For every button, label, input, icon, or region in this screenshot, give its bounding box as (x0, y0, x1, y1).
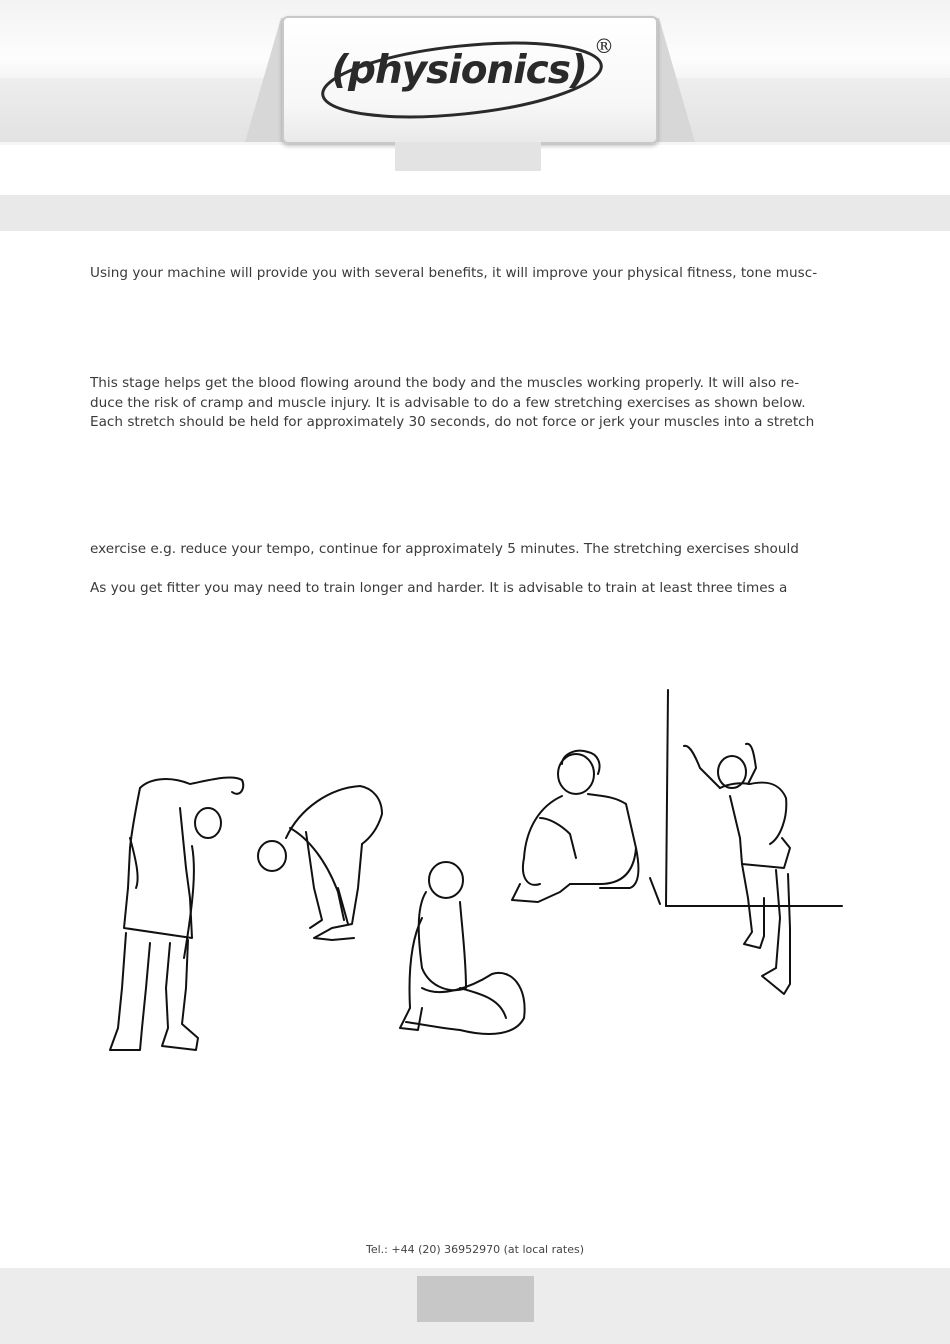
header-tab (395, 142, 541, 171)
seated-kneeling-figure (400, 862, 525, 1034)
logo-panel (282, 16, 658, 144)
seated-knee-hug-figure (512, 751, 638, 902)
paragraph-line: Each stretch should be held for approximately 30 seconds, do not force or jerk your muscles into a stretch (90, 414, 815, 430)
registered-mark: ® (594, 34, 614, 58)
side-stretch-figure (110, 777, 243, 1050)
logo-wordmark: (physionics) (331, 48, 587, 93)
paragraph-line: duce the risk of cramp and muscle injury. It is advisable to do a few stretching exercises as shown below. (90, 394, 806, 411)
wall-lines (650, 690, 842, 906)
footer-page-tab (417, 1276, 534, 1322)
paragraph-line: exercise e.g. reduce your tempo, continue for approximately 5 minutes. The stretching exercises should (90, 541, 799, 557)
toe-touch-figure (258, 786, 382, 940)
footer-telephone: Tel.: +44 (20) 36952970 (at local rates) (366, 1243, 584, 1256)
intro-paragraph (90, 264, 817, 284)
warm-up-paragraph (90, 374, 814, 433)
wall-calf-stretch-figure (684, 744, 790, 994)
paragraph-line: As you get fitter you may need to train longer and harder. It is advisable to train at least three times a (90, 580, 788, 596)
cool-down-paragraph (90, 540, 799, 560)
training-paragraph (90, 579, 787, 599)
paragraph-line: This stage helps get the blood flowing around the body and the muscles working properly. It will also re- (90, 375, 800, 391)
section-title-bar (0, 195, 950, 231)
paragraph-line: Using your machine will provide you with several benefits, it will improve your physical fitness, tone musc- (90, 265, 818, 281)
stretching-illustration (100, 688, 850, 1068)
